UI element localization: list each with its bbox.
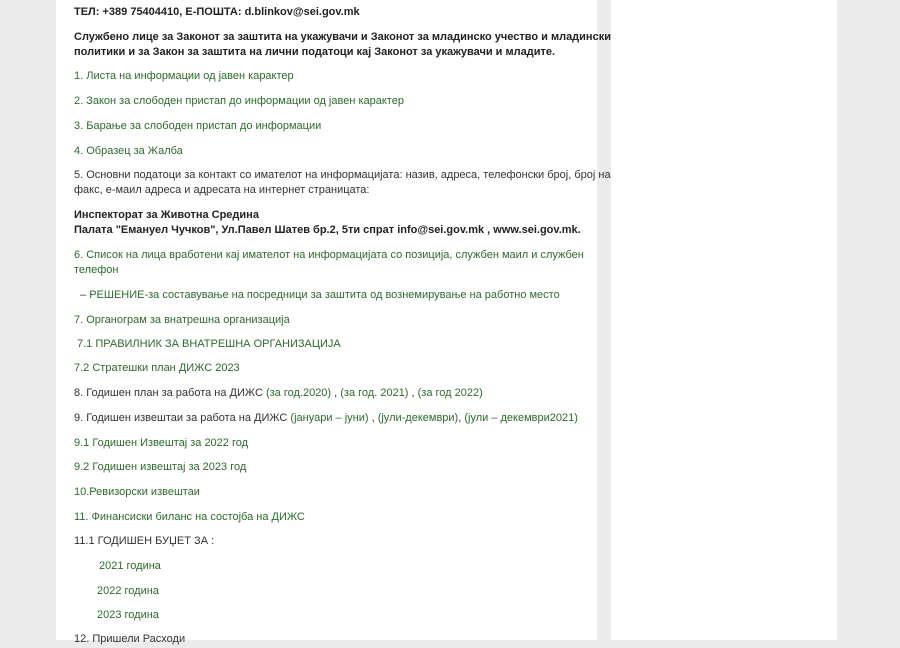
link-free-access-law[interactable]: 2. Закон за слободен пристап до информации од јавен карактер [74, 95, 404, 107]
link-plan-2022[interactable]: (за год 2022) [417, 387, 483, 399]
link-public-info-list[interactable]: 1. Листа на информации од јавен карактер [74, 70, 294, 82]
contact-info-line-2: факс, е-маил адреса и адресата на интернет страницата: [74, 184, 370, 196]
link-internal-rules[interactable]: 7.1 ПРАВИЛНИК ЗА ВНАТРЕШНА ОРГАНИЗАЦИЈА [77, 338, 341, 350]
link-audit-reports[interactable]: 10.Ревизорски извештаи [74, 486, 200, 498]
annual-budget-label: 11.1 ГОДИШЕН БУЏЕТ ЗА : [74, 535, 215, 547]
income-expenses-label: 12. Пришели Расходи [74, 633, 186, 645]
link-budget-2022[interactable]: 2022 година [97, 585, 159, 597]
link-report-jul-dec[interactable]: (јули-декември) [377, 412, 459, 424]
link-employee-list[interactable]: 6. Список на лица вработени кај имателот на информацијата со позиција, службен маил и службен [74, 249, 584, 261]
annual-report-label: 9. Годишен извештаи за работа на ДИЖС [74, 412, 291, 424]
link-strategic-plan[interactable]: 7.2 Стратешки план ДИЖС 2023 [74, 362, 240, 374]
link-organogram[interactable]: 7. Органограм за внатрешна организација [74, 314, 290, 326]
link-report-jul-dec-2021[interactable]: (јули – декември2021) [464, 412, 578, 424]
organization-address: Палата "Емануел Чучков", Ул.Павел Шатев бр.2, 5ти спрат info@sei.gov.mk , www.sei.gov.mk. [74, 224, 581, 236]
official-line-1: Службено лице за Законот за заштита на укажувачи и Законот за младинско учество и младински [74, 31, 611, 43]
link-report-2023[interactable]: 9.2 Годишен извештај за 2023 год [74, 461, 247, 473]
link-access-request[interactable]: 3. Барање за слободен пристап до информации [74, 120, 322, 132]
link-budget-2021[interactable]: 2021 година [99, 560, 161, 572]
link-budget-2023[interactable]: 2023 година [97, 609, 159, 621]
organization-name: Инспекторат за Животна Средина [74, 209, 259, 221]
annual-plan-label: 8. Годишен план за работа на ДИЖС [74, 387, 266, 399]
link-complaint-form[interactable]: 4. Образец за Жалба [74, 145, 183, 157]
link-plan-2020[interactable]: (за год.2020) [265, 387, 332, 399]
link-employee-list-cont[interactable]: телефон [74, 264, 119, 276]
link-financial-balance[interactable]: 11. Финансиски биланс на состојба на ДИЖС [74, 511, 305, 523]
official-line-2: политики и за Закон за заштита на лични податоци кај Законот за укажувачи и младите. [74, 46, 556, 58]
link-report-jan-jun[interactable]: (јануари – јуни) [290, 412, 369, 424]
decision-dash: – [80, 289, 87, 301]
link-plan-2021[interactable]: (за год. 2021) [340, 387, 409, 399]
sidebar-column [611, 0, 837, 640]
link-decision[interactable]: РЕШЕНИЕ-за составување на посредници за заштита од вознемирување на работно место [89, 289, 560, 301]
contact-info-line-1: 5. Основни податоци за контакт со имателот на информацијата: назив, адреса, телефонски број, број на [74, 169, 611, 181]
contact-line: ТЕЛ: +389 75404410, Е-ПОШТА: d.blinkov@sei.gov.mk [74, 6, 360, 18]
link-report-2022[interactable]: 9.1 Годишен Извештај за 2022 год [74, 437, 249, 449]
